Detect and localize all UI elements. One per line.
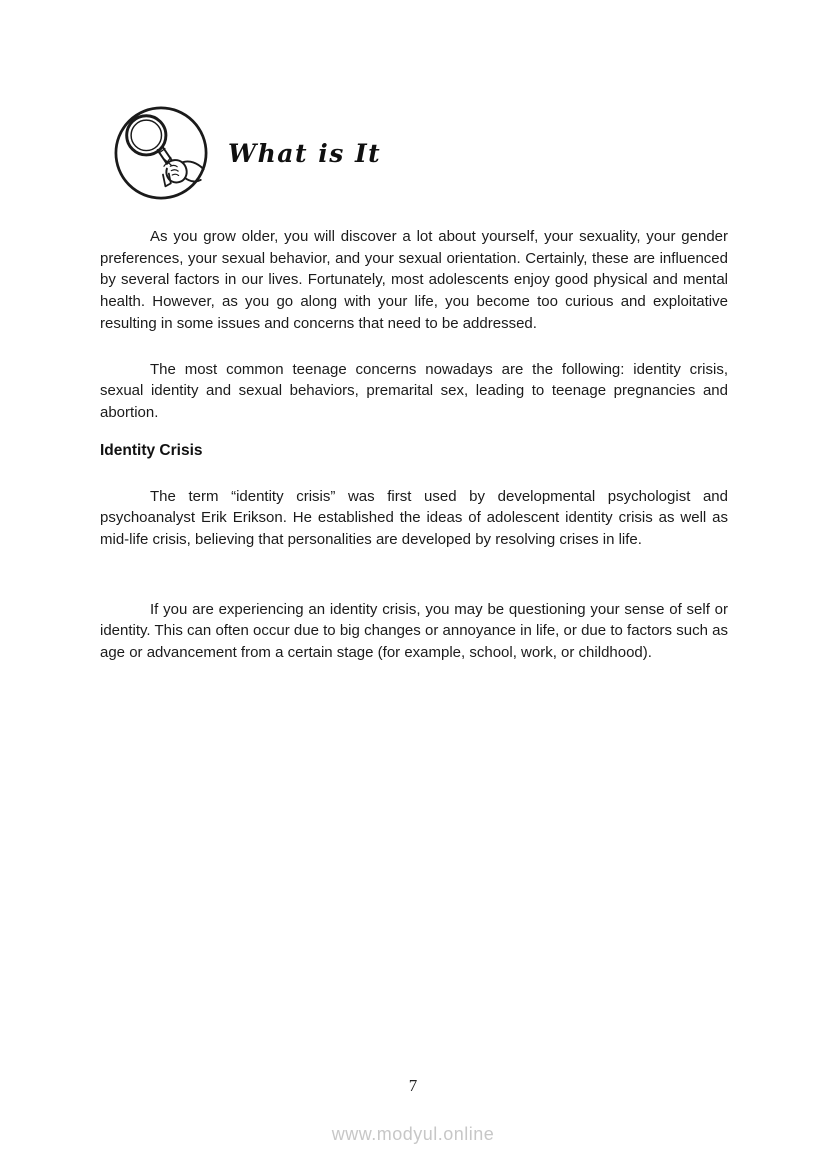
section-header — [112, 103, 381, 203]
section-title: What is It — [228, 138, 382, 168]
page-number: 7 — [408, 1076, 418, 1095]
paragraph-intro-1: As you grow older, you will discover a lot about yourself, your sexuality, your gender preferences, your sexual behavior, and your sexual orientation. Certainly, these are influenced by several factors in our lives. Fortunately, most adolescents enjoy good physical and mental health. However, as you go along with your life, you become too curious and exploitative resulting in some issues and concerns that need to be addressed. — [100, 228, 728, 332]
paragraph-intro-2: The most common teenage concerns nowadays are the following: identity crisis, sexual identity and sexual behaviors, premarital sex, leading to teenage pregnancies and abortion. — [100, 360, 728, 421]
magnifying-glass-hand-icon — [112, 103, 210, 203]
paragraph-identity-2: If you are experiencing an identity crisis, you may be questioning your sense of self or identity. This can often occur due to big changes or annoyance in life, or due to factors such as age or advancement from a certain stage (for example, school, work, or childhood). — [100, 600, 728, 662]
page-content — [100, 226, 728, 664]
watermark: www.modyul.online — [331, 1124, 495, 1144]
subsection-heading-identity-crisis: Identity Crisis — [100, 441, 203, 459]
paragraph-identity-1: The term “identity crisis” was first used by developmental psychologist and psychoanalyst Erik Erikson. He established the ideas of adolescent identity crisis as well as mid-life crisis, believing that personalities are developed by resolving crises in life. — [100, 487, 728, 549]
